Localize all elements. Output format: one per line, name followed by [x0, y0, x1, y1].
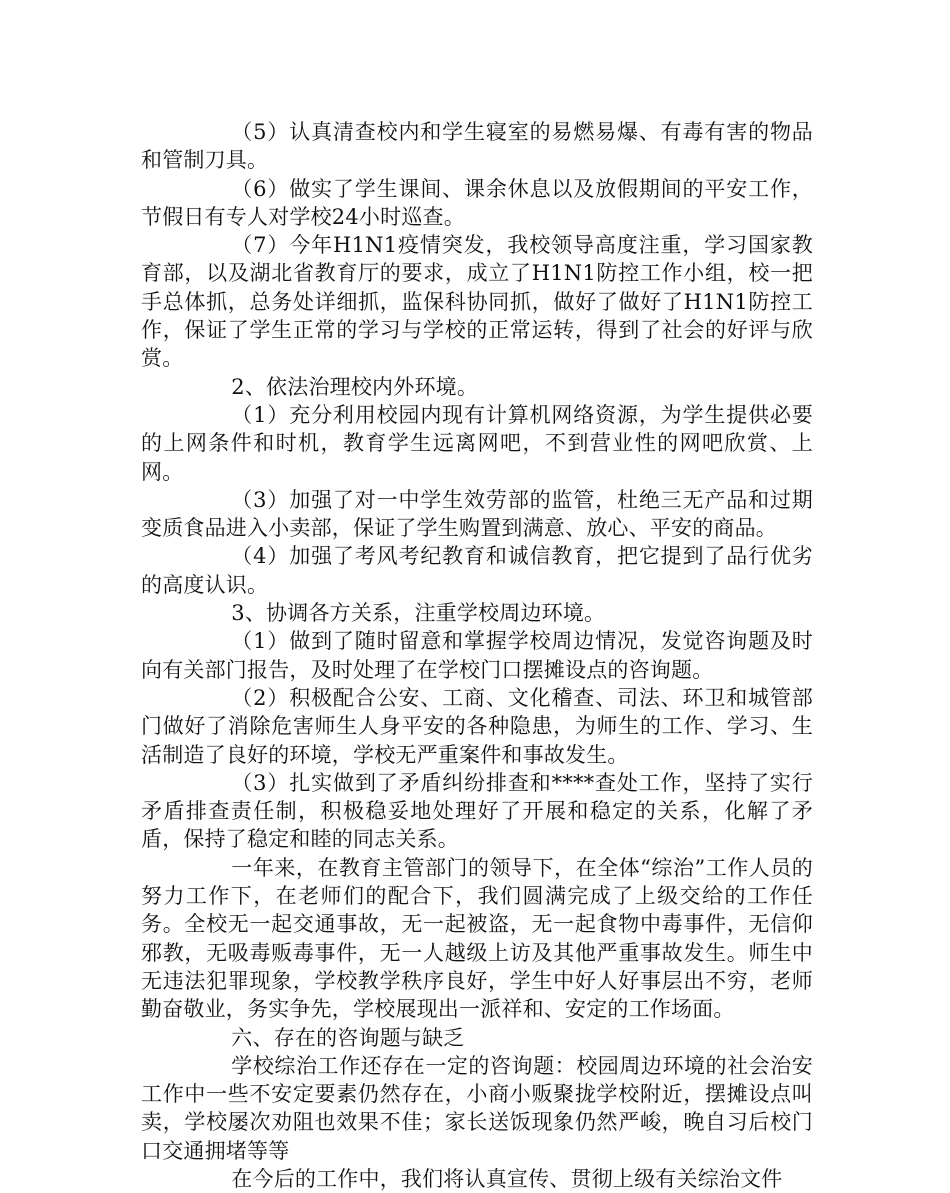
paragraph-item-3-2: （2）积极配合公安、工商、文化稽查、司法、环卫和城管部门做好了消除危害师生人身平安的各种隐患，为师生的工作、学习、生活制造了良好的环境，学校无严重案件和事故发生。 — [141, 685, 813, 767]
section-heading-3: 3、协调各方关系，注重学校周边环境。 — [231, 601, 606, 626]
paragraph-item-5: （5）认真清查校内和学生寝室的易燃易爆、有毒有害的物品和管制刀具。 — [141, 120, 813, 173]
future-work-paragraph: 在今后的工作中，我们将认真宣传、贯彻上级有关综治文件 — [231, 1166, 783, 1191]
section-heading-6: 六、存在的咨询题与缺乏 — [231, 1025, 465, 1050]
paragraph-item-7: （7）今年H1N1疫情突发，我校领导高度注重，学习国家教育部，以及湖北省教育厅的要求，成立了H1N1防控工作小组，校一把手总体抓，总务处详细抓，监保科协同抓，做好了做好了H1N1防控工作，保证了学生正常的学习与学校的正常运转，得到了社会的好评与欣赏。 — [141, 233, 813, 371]
paragraph-item-3-3: （3）扎实做到了矛盾纠纷排查和****查处工作，坚持了实行矛盾排查责任制，积极稳妥地处理好了开展和稳定的关系，化解了矛盾，保持了稳定和睦的同志关系。 — [141, 770, 813, 852]
paragraph-item-3-1: （1）做到了随时留意和掌握学校周边情况，发觉咨询题及时向有关部门报告，及时处理了在学校门口摆摊设点的咨询题。 — [141, 629, 813, 682]
problems-paragraph: 学校综治工作还存在一定的咨询题：校园周边环境的社会治安工作中一些不安定要素仍然存在，小商小贩聚拢学校附近，摆摊设点叫卖，学校屡次劝阻也效果不佳；家长送饭现象仍然严峻，晚自习后校门口交通拥堵等等 — [141, 1053, 813, 1163]
paragraph-item-6: （6）做实了学生课间、课余休息以及放假期间的平安工作，节假日有专人对学校24小时巡查。 — [141, 176, 813, 229]
paragraph-item-2-1: （1）充分利用校园内现有计算机网络资源，为学生提供必要的上网条件和时机，教育学生远离网吧，不到营业性的网吧欣赏、上网。 — [141, 402, 813, 484]
paragraph-item-2-4: （4）加强了考风考纪教育和诚信教育，把它提到了品行优劣的高度认识。 — [141, 544, 813, 597]
document-body — [141, 118, 813, 1193]
summary-paragraph: 一年来，在教育主管部门的领导下，在全体“综治”工作人员的努力工作下，在老师们的配合下，我们圆满完成了上级交给的工作任务。全校无一起交通事故，无一起被盗，无一起食物中毒事件，无信仰邪教，无吸毒贩毒事件，无一人越级上访及其他严重事故发生。师生中无违法犯罪现象，学校教学秩序良好，学生中好人好事层出不穷，老师勤奋敬业，务实争先，学校展现出一派祥和、安定的工作场面。 — [141, 855, 813, 1022]
section-heading-2: 2、依法治理校内外环境。 — [231, 374, 479, 399]
paragraph-item-2-3: （3）加强了对一中学生效劳部的监管，杜绝三无产品和过期变质食品进入小卖部，保证了学生购置到满意、放心、平安的商品。 — [141, 487, 813, 541]
